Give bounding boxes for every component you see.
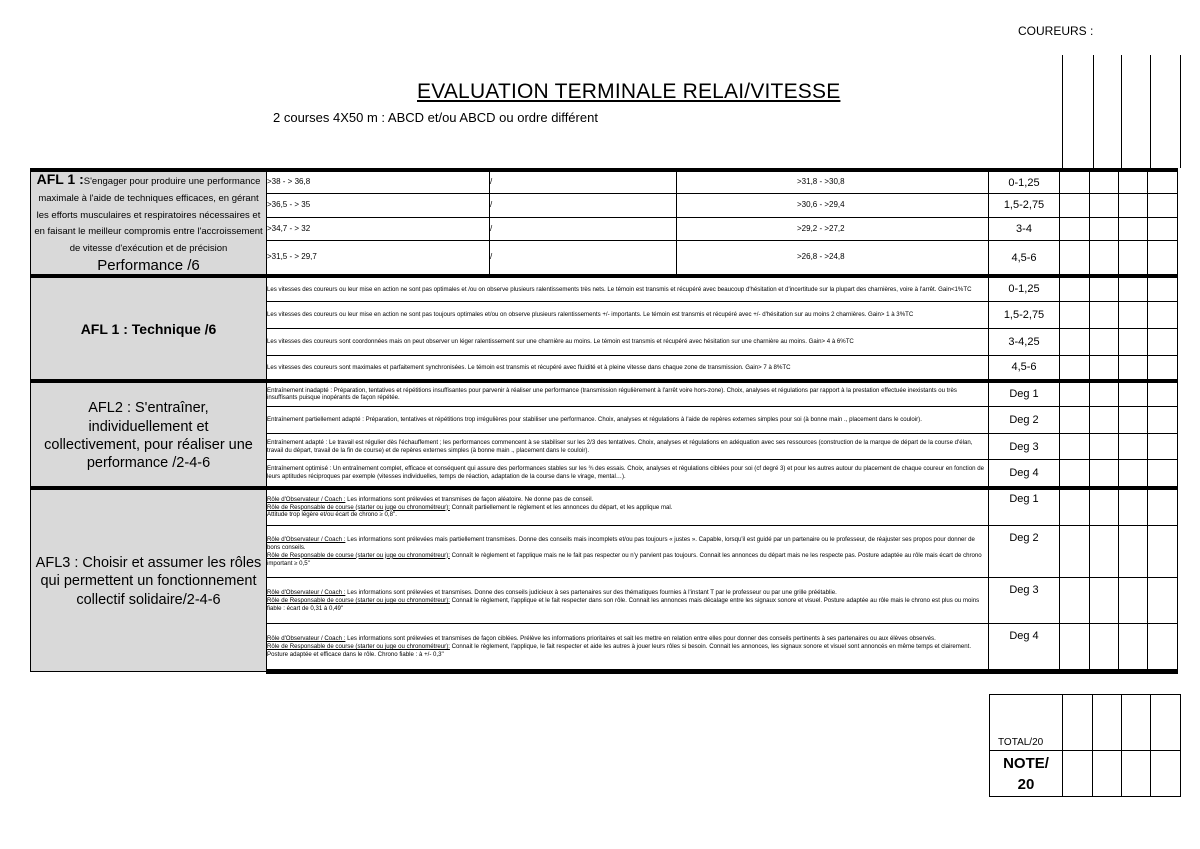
afl3-heading: AFL3 : Choisir et assumer les rôles qui permettent un fonctionnement collectif solidaire/2-4-6 xyxy=(35,554,262,608)
score-box[interactable] xyxy=(1119,407,1148,434)
note-cell: 0-1,25 xyxy=(989,276,1060,302)
perf-time-b: >29,2 - >27,2 xyxy=(797,223,845,233)
afl1-perf-cell xyxy=(31,170,267,276)
score-box[interactable] xyxy=(1090,241,1119,276)
score-box[interactable] xyxy=(1090,217,1119,241)
score-box[interactable] xyxy=(1060,356,1090,381)
score-box[interactable] xyxy=(1148,329,1178,356)
score-box[interactable] xyxy=(1148,578,1178,624)
responsible-role-label: Rôle de Responsable de course (starter ou juge ou chronométreur): xyxy=(267,596,450,604)
score-box[interactable] xyxy=(1148,488,1178,526)
note-box[interactable] xyxy=(1151,751,1181,797)
score-box[interactable] xyxy=(1148,170,1178,194)
note-cell: 1,5-2,75 xyxy=(989,194,1060,218)
score-box[interactable] xyxy=(1148,460,1178,488)
score-box[interactable] xyxy=(1148,434,1178,460)
perf-row xyxy=(31,170,1178,194)
criterion-text: Les vitesses des coureurs ou leur mise en action ne sont pas optimales et /ou on observe plusieurs ralentissements très nets. Le témoin est transmis et récupéré avec beaucoup d'hésitation et d'incertitude sur la plupart des charnières, voire à l'arrêt. Gain<1%TC xyxy=(267,276,989,302)
observer-text: Les informations sont prélevées et transmises de façon ciblées. Prélève les informations prioritaires et sait les mettre en relation entre elles pour donner des conseils pertinents à ses partenaires ou aux élèves observés. xyxy=(345,635,936,643)
score-box[interactable] xyxy=(1090,526,1119,578)
score-box[interactable] xyxy=(1119,329,1148,356)
criterion-text: Entraînement inadapté : Préparation, tentatives et répétitions insuffisantes pour parvenir à réaliser une performance (transmission régulièrement à l'arrêt voire hors-zone). Choix, analyses et régulations par rapport à la prestation effectuée inexistants ou très insuffisants puisque inopérants de façon répétée. xyxy=(267,381,989,407)
observer-text: Les informations sont prélevées et transmises. Donne des conseils judicieux à ses partenaires sur des thématiques fournies à l'instant T par le professeur ou par une grille préétablie. xyxy=(345,589,837,597)
score-box[interactable] xyxy=(1090,624,1119,672)
score-box[interactable] xyxy=(1119,170,1148,194)
score-box[interactable] xyxy=(1060,381,1090,407)
note-cell: Deg 1 xyxy=(989,488,1060,526)
criterion-text: Entraînement partiellement adapté : Préparation, tentatives et répétitions trop irrégulières pour stabiliser une performance. Choix, analyses et régulations à l'aide de repères externes simples pour soi (à bonne main ., placement dans le couloir). xyxy=(267,407,989,434)
responsible-text: Connaît partiellement le règlement et les annonces du départ, et les applique mal. xyxy=(449,503,673,511)
afl3-row xyxy=(31,488,1178,526)
tech-row xyxy=(31,276,1178,302)
note-cell: 4,5-6 xyxy=(989,356,1060,381)
score-box[interactable] xyxy=(1119,194,1148,218)
responsible-role-label: Rôle de Responsable de course (starter ou juge ou chronométreur): xyxy=(267,551,450,559)
score-box[interactable] xyxy=(1060,578,1090,624)
note-cell: Deg 2 xyxy=(989,407,1060,434)
observer-role-label: Rôle d'Observateur / Coach : xyxy=(267,536,346,544)
total-box[interactable] xyxy=(1093,695,1122,751)
score-box[interactable] xyxy=(1119,434,1148,460)
score-box[interactable] xyxy=(1090,488,1119,526)
perf-time-b: >30,6 - >29,4 xyxy=(797,200,845,210)
responsible-role-label: Rôle de Responsable de course (starter ou juge ou chronométreur): xyxy=(267,503,450,511)
afl3-criterion xyxy=(267,624,989,672)
observer-role-label: Rôle d'Observateur / Coach : xyxy=(267,635,346,643)
afl2-cell xyxy=(31,381,267,488)
score-box[interactable] xyxy=(1148,302,1178,329)
afl1-tech-heading: AFL 1 : Technique /6 xyxy=(80,321,217,338)
perf-sep: / xyxy=(490,200,493,210)
score-box[interactable] xyxy=(1060,460,1090,488)
score-box[interactable] xyxy=(1148,624,1178,672)
score-box[interactable] xyxy=(1090,356,1119,381)
score-box[interactable] xyxy=(1060,276,1090,302)
criterion-text: Les vitesses des coureurs sont maximales et parfaitement synchronisées. Le témoin est transmis et récupéré avec fluidité et à pleine vitesse dans chaque zone de transmission. Gain> 7 à 8%TC xyxy=(267,356,989,381)
afl2-heading: AFL2 : S'entraîner, individuellement et collectivement, pour réaliser une performance /2-4-6 xyxy=(44,400,253,471)
score-box[interactable] xyxy=(1148,276,1178,302)
score-box[interactable] xyxy=(1090,434,1119,460)
score-box[interactable] xyxy=(1119,526,1148,578)
score-box[interactable] xyxy=(1060,170,1090,194)
score-box[interactable] xyxy=(1119,356,1148,381)
coureurs-label: COUREURS : xyxy=(1018,24,1094,38)
afl3-criterion xyxy=(267,578,989,624)
perf-sep: / xyxy=(490,252,493,262)
afl1-tech-cell xyxy=(31,276,267,381)
score-box[interactable] xyxy=(1119,276,1148,302)
responsible-text: Connait le règlement, l'applique et le fait respecter dans son rôle. Connait les annonces mais décalage entre les signaux sonore et visuel. Posture adaptée au rôle mais le chrono est plus ou moins fiable : écart de 0,31 à 0,49'' xyxy=(267,596,980,612)
afl3-criterion xyxy=(267,488,989,526)
score-box[interactable] xyxy=(1060,434,1090,460)
criterion-text: Entraînement optimisé : Un entraînement complet, efficace et conséquent qui assure des performances stables sur les ¾ des essais. Choix, analyses et régulations ciblées pour soi (cf degré 3) et pour les autres autour du placement de chaque coureur en fonction de leurs aptitudes réciproques par exemple (vitesses individuelles, temps de réaction, adaptation de la course dans le virage, mental…). xyxy=(267,460,989,488)
note-cell: Deg 1 xyxy=(989,381,1060,407)
score-box[interactable] xyxy=(1119,488,1148,526)
perf-sep: / xyxy=(490,223,493,233)
score-box[interactable] xyxy=(1090,407,1119,434)
note-cell: 0-1,25 xyxy=(989,170,1060,194)
total-box[interactable] xyxy=(1151,695,1181,751)
perf-time-a: >38 - > 36,8 xyxy=(267,177,311,187)
criterion-text: Les vitesses des coureurs ou leur mise en action ne sont pas toujours optimales et/ou on observe plusieurs ralentissements +/- importants. Le témoin est transmis et récupéré avec +/- d'hésitation sur au moins 2 charnières. Gain> 1 à 3%TC xyxy=(267,302,989,329)
note-cell: 3-4 xyxy=(989,217,1060,241)
score-box[interactable] xyxy=(1119,381,1148,407)
score-box[interactable] xyxy=(1060,526,1090,578)
score-box[interactable] xyxy=(1119,624,1148,672)
note-box[interactable] xyxy=(1063,751,1093,797)
perf-time-a: >36,5 - > 35 xyxy=(267,200,311,210)
score-box[interactable] xyxy=(1148,356,1178,381)
note-cell: Deg 3 xyxy=(989,434,1060,460)
perf-time-b: >31,8 - >30,8 xyxy=(797,177,845,187)
afl1-heading: AFL 1 : xyxy=(36,171,84,187)
score-box[interactable] xyxy=(1060,624,1090,672)
note-cell: 3-4,25 xyxy=(989,329,1060,356)
observer-role-label: Rôle d'Observateur / Coach : xyxy=(267,495,346,503)
afl3-criterion xyxy=(267,526,989,578)
perf-time-a: >34,7 - > 32 xyxy=(267,223,311,233)
note-cell: Deg 4 xyxy=(989,460,1060,488)
total-label: TOTAL/20 xyxy=(990,695,1063,751)
responsible-text: Connaît le règlement et l'applique mais ne le fait pas respecter ou n'y parvient pas toujours. Connait les annonces du départ mais ne les respecte pas. Posture adaptée au rôle mais écart de chrono important ≥ 0,5'' xyxy=(267,551,982,567)
score-box[interactable] xyxy=(1148,407,1178,434)
score-box[interactable] xyxy=(1090,276,1119,302)
score-box[interactable] xyxy=(1148,217,1178,241)
total-box[interactable] xyxy=(1063,695,1093,751)
note-cell: 1,5-2,75 xyxy=(989,302,1060,329)
perf-time-b: >26,8 - >24,8 xyxy=(797,252,845,262)
score-box[interactable] xyxy=(1148,241,1178,276)
score-box[interactable] xyxy=(1060,194,1090,218)
page-subtitle: 2 courses 4X50 m : ABCD et/ou ABCD ou ordre différent xyxy=(273,110,598,125)
afl1-score: Performance /6 xyxy=(97,256,200,274)
note-cell: Deg 4 xyxy=(989,624,1060,672)
evaluation-grid xyxy=(30,168,1178,674)
score-box[interactable] xyxy=(1090,302,1119,329)
note-cell: Deg 3 xyxy=(989,578,1060,624)
responsible-role-label: Rôle de Responsable de course (starter ou juge ou chronométreur): xyxy=(267,642,450,650)
score-box[interactable] xyxy=(1090,381,1119,407)
note-box[interactable] xyxy=(1122,751,1151,797)
score-box[interactable] xyxy=(1119,217,1148,241)
score-box[interactable] xyxy=(1090,170,1119,194)
extra-text: Attitude trop légère et/ou écart de chrono ≥ 0,8''. xyxy=(267,511,397,519)
perf-sep: / xyxy=(490,177,493,187)
total-box[interactable] xyxy=(1122,695,1151,751)
observer-text: Les informations sont prélevées et transmises de façon aléatoire. Ne donne pas de conseil. xyxy=(345,495,594,503)
score-box[interactable] xyxy=(1119,302,1148,329)
score-box[interactable] xyxy=(1060,302,1090,329)
criterion-text: Les vitesses des coureurs sont coordonnées mais on peut observer un léger ralentissement sur une charnière au moins. Le témoin est transmis et récupéré avec hésitation sur une charnière au moins. Gain> 4 à 6%TC xyxy=(267,329,989,356)
score-box[interactable] xyxy=(1148,526,1178,578)
observer-role-label: Rôle d'Observateur / Coach : xyxy=(267,589,346,597)
score-box[interactable] xyxy=(1090,578,1119,624)
score-box[interactable] xyxy=(1060,329,1090,356)
afl2-row xyxy=(31,381,1178,407)
score-box[interactable] xyxy=(1090,460,1119,488)
afl1-text: S'engager pour produire une performance maximale à l'aide de techniques efficaces, en gérant les efforts musculaires et respiratoires nécessaires et en faisant le meilleur compromis entre l'accroissement de vitesse d'exécution et de précision xyxy=(34,176,263,255)
page-title: EVALUATION TERMINALE RELAI/VITESSE xyxy=(417,80,841,103)
responsible-text: Connait le règlement, l'applique, le fait respecter et aide les autres à jouer leurs rôles si besoin. Connait les annonces, les signaux sonore et visuel sont annoncés en même temps et clairement. Posture adaptée et efficace dans le rôle. Chrono fiable : à +/- 0,3'' xyxy=(267,642,972,658)
score-box[interactable] xyxy=(1148,381,1178,407)
score-box[interactable] xyxy=(1090,194,1119,218)
note-box[interactable] xyxy=(1093,751,1122,797)
criterion-text: Entraînement adapté : Le travail est régulier dès l'échauffement ; les performances commencent à se stabiliser sur les 2/3 des tentatives. Choix, analyses et régulations en adéquation avec ses ressources (construction de la marque de départ de la course d'élan, travail du départ, travail de la fin de course) et de repères externes simples (à bonne main ., placement dans le couloir). xyxy=(267,434,989,460)
note-cell: 4,5-6 xyxy=(989,241,1060,276)
score-box[interactable] xyxy=(1060,217,1090,241)
observer-text: Les informations sont prélevées mais partiellement transmises. Donne des conseils mais incomplets et/ou pas toujours « justes ». Capable, lorsqu'il est guidé par un partenaire ou le professeur, de réajuster ses propos pour donner de bons conseils. xyxy=(267,536,975,551)
afl3-cell xyxy=(31,488,267,672)
score-box[interactable] xyxy=(1119,578,1148,624)
totals-table xyxy=(989,694,1181,797)
note-label: NOTE/ 20 xyxy=(990,751,1063,797)
score-box[interactable] xyxy=(1060,407,1090,434)
note-cell: Deg 2 xyxy=(989,526,1060,578)
perf-time-a: >31,5 - > 29,7 xyxy=(267,252,317,262)
score-box[interactable] xyxy=(1090,329,1119,356)
score-box[interactable] xyxy=(1060,488,1090,526)
score-box[interactable] xyxy=(1060,241,1090,276)
score-box[interactable] xyxy=(1119,241,1148,276)
score-box[interactable] xyxy=(1148,194,1178,218)
score-box[interactable] xyxy=(1119,460,1148,488)
